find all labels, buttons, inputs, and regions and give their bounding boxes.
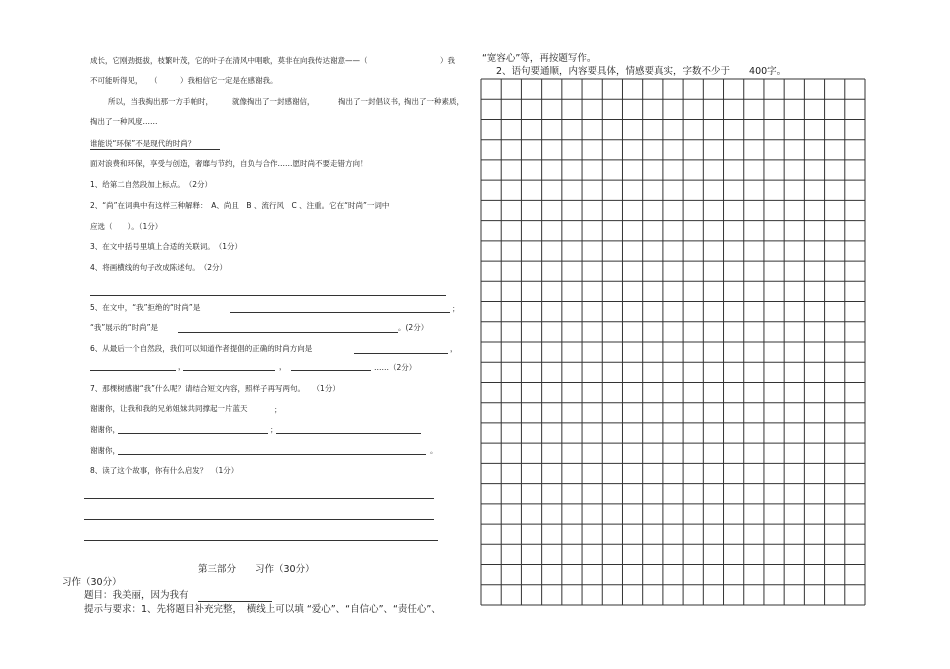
question-5-line1: 5、在文中，“我”拒绝的“时尚”是 [90,303,201,312]
composition-label: 习作（30分） [62,577,122,588]
answer-line-q6a[interactable] [354,353,448,354]
passage-p1-line1-end: ）我 [440,56,455,65]
subheading-underline [90,149,220,150]
answer-line-q6c[interactable] [183,370,275,371]
answer-line-q8-2[interactable] [84,519,434,520]
question-7-b: 谢谢你， [90,446,120,455]
composition-requirement-2: 2、语句要通顺，内容要具体，情感要真实，字数不少于 400字。 [496,66,787,77]
question-8: 8、读了这个故事，你有什么启发？ （1分） [90,466,239,475]
answer-line-q7a1[interactable] [118,433,268,434]
answer-line-q6d[interactable] [291,370,371,371]
passage-p1-line2a: 不可能听得见， [90,76,143,85]
question-6-comma2: ， [178,362,186,371]
question-2-line1: 2、“尚”在词典中有这样三种解释： A、尚且 B 、流行风 C 、注重。它在“时尚”一词中 [90,201,390,210]
question-6-comma3: ， [279,362,287,371]
passage-p1-line2b: （ ）我相信它一定是在感谢我。 [150,76,278,85]
passage-intro: 面对浪费和环保，享受与创造，奢靡与节约，自负与合作……愿时尚不要走错方向！ [90,159,368,168]
question-7-example: 谢谢你，让我和我的兄弟姐妹共同撑起一片蓝天 [90,404,248,413]
composition-topic: 题目：我美丽，因为我有 [84,590,189,601]
question-5-line2-end: 。(2分） [398,323,429,332]
part3-title: 第三部分 习作（30分） [198,564,315,575]
question-4: 4、将画横线的句子改成陈述句。 （2分） [90,263,228,272]
question-7-a-end: ； [270,425,278,434]
writing-grid[interactable] [480,78,866,606]
topic-blank-line[interactable] [198,601,272,602]
question-6-end: ……（2分） [374,363,417,372]
passage-p2-line2: 掏出了一种风度…… [90,117,158,126]
question-7-a: 谢谢你， [90,425,120,434]
question-7-example-end: ； [274,405,282,414]
passage-p2-line1a: 所以，当我掏出那一方手帕时， [108,97,213,106]
answer-line-q5a[interactable] [230,312,450,313]
passage-p2-line1d: 掏出了一种素质， [404,97,464,106]
question-6-line1: 6、从最后一个自然段，我们可以知道作者提倡的正确的时尚方向是 [90,344,313,353]
passage-subheading: 谁能说“环保”不是现代的时尚？ [90,139,196,148]
question-5-line1-end: ； [452,304,460,313]
composition-hint: 提示与要求：1、先将题目补充完整， 横线上可以填 “爱心”、“自信心”、“责任心”、 [84,604,441,615]
answer-line-q7a2[interactable] [276,433,421,434]
question-7: 7、那棵树感谢“我”什么呢？请结合短文内容，照样子再写两句。 （1分） [90,384,340,393]
composition-hint-continued: “宽容心”等，再按题写作。 [482,53,597,64]
answer-line-q5b[interactable] [178,332,398,333]
answer-line-q8-1[interactable] [84,498,434,499]
question-5-line2: “我”展示的“时尚”是 [90,323,159,332]
question-1: 1、给第二自然段加上标点。 （2分） [90,180,213,189]
answer-line-q4[interactable] [90,295,446,296]
answer-line-q7b[interactable] [118,454,426,455]
passage-p1-line1: 成长，它刚劲挺拔，枝繁叶茂，它的叶子在清风中唱歌，莫非在向我传达谢意——（ [90,56,368,65]
question-2-line2: 应选（ ）。（1分） [90,222,163,231]
answer-line-q8-3[interactable] [84,540,438,541]
passage-p2-line1b: 就像掏出了一封感谢信， [232,97,315,106]
question-6-comma1: ， [450,344,458,353]
passage-p2-line1c: 掏出了一封倡议书， [338,97,406,106]
answer-line-q6b[interactable] [90,370,176,371]
question-7-b-end: 。 [430,446,438,455]
question-3: 3、在文中括号里填上合适的关联词。 （1分） [90,242,243,251]
